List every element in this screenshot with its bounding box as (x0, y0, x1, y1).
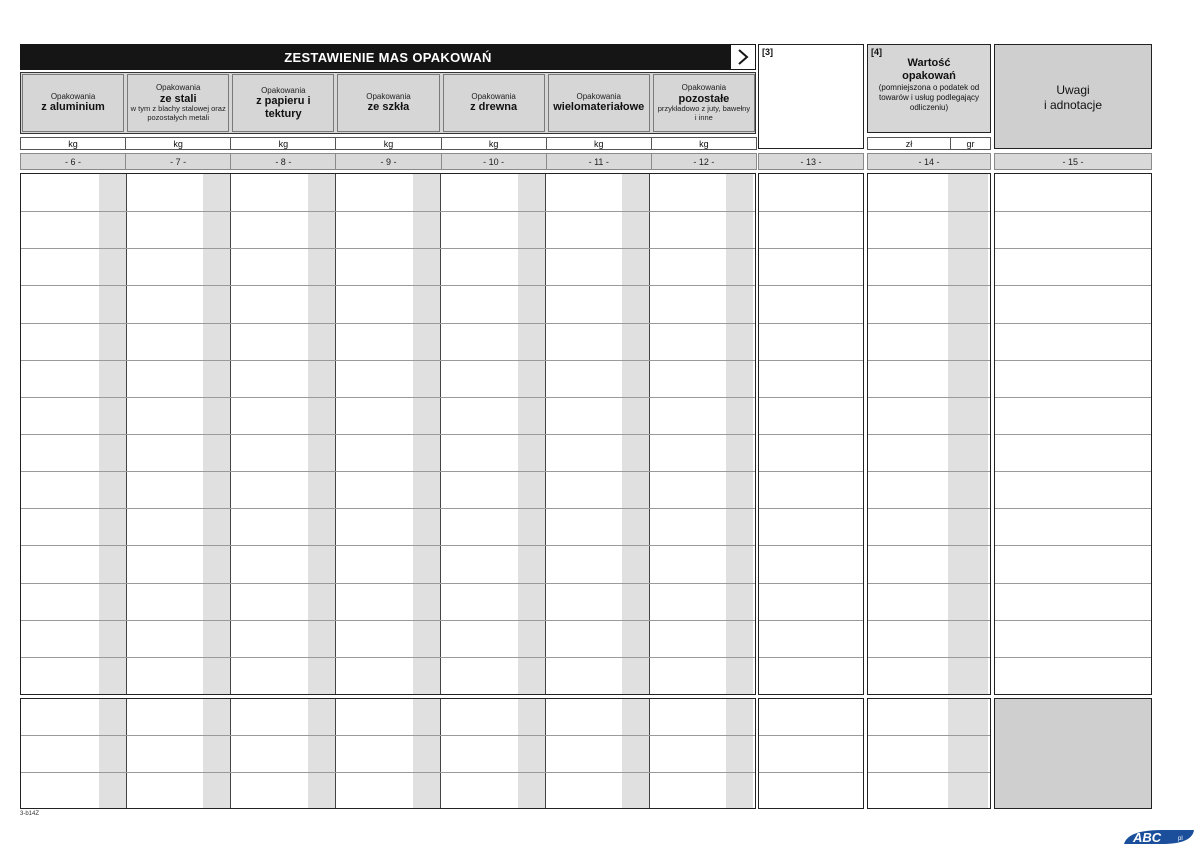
column-header-9 (337, 74, 439, 132)
column-14-header (867, 44, 991, 133)
column-14-unit-zl: zł (867, 137, 951, 150)
column-header-6 (22, 74, 124, 132)
row-divider (868, 248, 990, 249)
column-header-material: pozostałe (678, 92, 730, 105)
column-header-prefix: Opakowania (261, 85, 306, 95)
column-divider (545, 699, 546, 808)
row-divider (868, 323, 990, 324)
row-divider (995, 285, 1151, 286)
row-divider (868, 545, 990, 546)
row-divider (759, 583, 863, 584)
column-14-summary (867, 698, 991, 809)
decimal-shade-strip (948, 699, 988, 808)
row-divider (995, 248, 1151, 249)
decimal-shade-strip (726, 699, 753, 808)
row-divider (759, 397, 863, 398)
column-14-ref: [4] (871, 47, 882, 57)
chevron-right-icon (730, 44, 756, 70)
column-header-prefix: Opakowania (366, 92, 411, 102)
column-header-8 (232, 74, 334, 132)
column-13-summary (758, 698, 864, 809)
row-divider (868, 285, 990, 286)
column-number-6: - 6 - (20, 153, 126, 170)
row-divider (995, 545, 1151, 546)
column-header-material: z aluminium (41, 101, 105, 114)
column-header-material: wielomateriałowe (553, 101, 645, 114)
unit-cell-8: kg (230, 137, 336, 150)
column-divider (230, 699, 231, 808)
row-divider (868, 620, 990, 621)
row-divider (995, 397, 1151, 398)
column-14-number: - 14 - (867, 153, 991, 170)
row-divider (759, 285, 863, 286)
row-divider (868, 735, 990, 736)
column-divider (126, 699, 127, 808)
row-divider (995, 323, 1151, 324)
column-13-grid (758, 173, 864, 695)
row-divider (995, 471, 1151, 472)
column-header-11 (548, 74, 650, 132)
row-divider (868, 772, 990, 773)
column-header-prefix: Opakowania (50, 92, 96, 102)
row-divider (21, 211, 755, 212)
row-divider (21, 772, 755, 773)
row-divider (995, 620, 1151, 621)
row-divider (21, 620, 755, 621)
row-divider (868, 434, 990, 435)
column-header-prefix: Opakowania (681, 83, 727, 93)
row-divider (21, 248, 755, 249)
row-divider (21, 508, 755, 509)
row-divider (759, 248, 863, 249)
row-divider (995, 360, 1151, 361)
row-divider (21, 397, 755, 398)
main-grid (20, 173, 756, 695)
column-header-12 (653, 74, 755, 132)
form-title-text: ZESTAWIENIE MAS OPAKOWAŃ (284, 49, 492, 65)
column-header-material: ze szkła (367, 101, 410, 114)
row-divider (21, 323, 755, 324)
column-13-number: - 13 - (758, 153, 864, 170)
column-number-12: - 12 - (651, 153, 757, 170)
decimal-shade-strip (99, 699, 126, 808)
row-divider (868, 397, 990, 398)
column-13-header (758, 44, 864, 149)
row-divider (995, 508, 1151, 509)
row-divider (21, 434, 755, 435)
row-divider (868, 657, 990, 658)
column-15-summary (994, 698, 1152, 809)
column-header-material: z drewna (470, 101, 518, 114)
column-number-7: - 7 - (125, 153, 231, 170)
row-divider (759, 471, 863, 472)
column-14-note: (pomniejszona o podatek od towarów i usług podlegający odliczeniu) (878, 83, 980, 112)
column-header-7 (127, 74, 229, 132)
row-divider (759, 360, 863, 361)
column-14-unit-gr: gr (950, 137, 991, 150)
column-15-title-2: i adnotacje (1043, 98, 1103, 112)
unit-cell-9: kg (335, 137, 441, 150)
row-divider (21, 583, 755, 584)
row-divider (868, 508, 990, 509)
column-14-title-2: opakowań (902, 70, 956, 83)
row-divider (759, 772, 863, 773)
row-divider (868, 211, 990, 212)
column-header-prefix: Opakowania (471, 92, 516, 102)
decimal-shade-strip (413, 699, 440, 808)
row-divider (759, 508, 863, 509)
row-divider (759, 434, 863, 435)
row-divider (868, 583, 990, 584)
column-14-title-1: Wartość (907, 57, 951, 69)
column-15-number: - 15 - (994, 153, 1152, 170)
row-divider (868, 360, 990, 361)
row-divider (21, 285, 755, 286)
column-15-title-1: Uwagi (1056, 83, 1090, 97)
logo-small-text: pl (1178, 836, 1183, 842)
row-divider (995, 583, 1151, 584)
row-divider (21, 735, 755, 736)
column-header-note: przykładowo z juty, bawełny i inne (657, 104, 751, 122)
column-header-material: ze stali (159, 92, 197, 105)
row-divider (21, 657, 755, 658)
decimal-shade-strip (308, 699, 335, 808)
column-13-ref: [3] (762, 47, 773, 57)
unit-cell-11: kg (546, 137, 652, 150)
row-divider (759, 657, 863, 658)
form-code: 3-b14Z (20, 811, 40, 817)
row-divider (759, 323, 863, 324)
row-divider (759, 211, 863, 212)
column-divider (440, 699, 441, 808)
row-divider (759, 545, 863, 546)
summary-grid (20, 698, 756, 809)
abc-logo (1122, 828, 1196, 846)
column-divider (649, 699, 650, 808)
unit-cell-10: kg (441, 137, 547, 150)
unit-cell-12: kg (651, 137, 757, 150)
row-divider (21, 360, 755, 361)
column-number-8: - 8 - (230, 153, 336, 170)
row-divider (759, 620, 863, 621)
decimal-shade-strip (203, 699, 230, 808)
column-number-11: - 11 - (546, 153, 652, 170)
row-divider (21, 545, 755, 546)
row-divider (995, 434, 1151, 435)
column-header-material: z papieru i tektury (256, 94, 311, 120)
column-14-grid (867, 173, 991, 695)
column-header-prefix: Opakowania (155, 83, 201, 93)
form-title (20, 44, 756, 70)
row-divider (759, 735, 863, 736)
logo-text: ABC (1133, 830, 1162, 845)
column-15-header (994, 44, 1152, 149)
column-header-note: w tym z blachy stalowej oraz pozostałych metali (130, 104, 226, 122)
row-divider (21, 471, 755, 472)
row-divider (995, 211, 1151, 212)
row-divider (868, 471, 990, 472)
column-number-9: - 9 - (335, 153, 441, 170)
column-divider (335, 699, 336, 808)
column-header-prefix: Opakowania (576, 92, 621, 102)
column-header-10 (443, 74, 545, 132)
decimal-shade-strip (518, 699, 545, 808)
column-15-grid (994, 173, 1152, 695)
unit-cell-6: kg (20, 137, 126, 150)
decimal-shade-strip (622, 699, 649, 808)
row-divider (995, 657, 1151, 658)
column-number-10: - 10 - (441, 153, 547, 170)
unit-cell-7: kg (125, 137, 231, 150)
